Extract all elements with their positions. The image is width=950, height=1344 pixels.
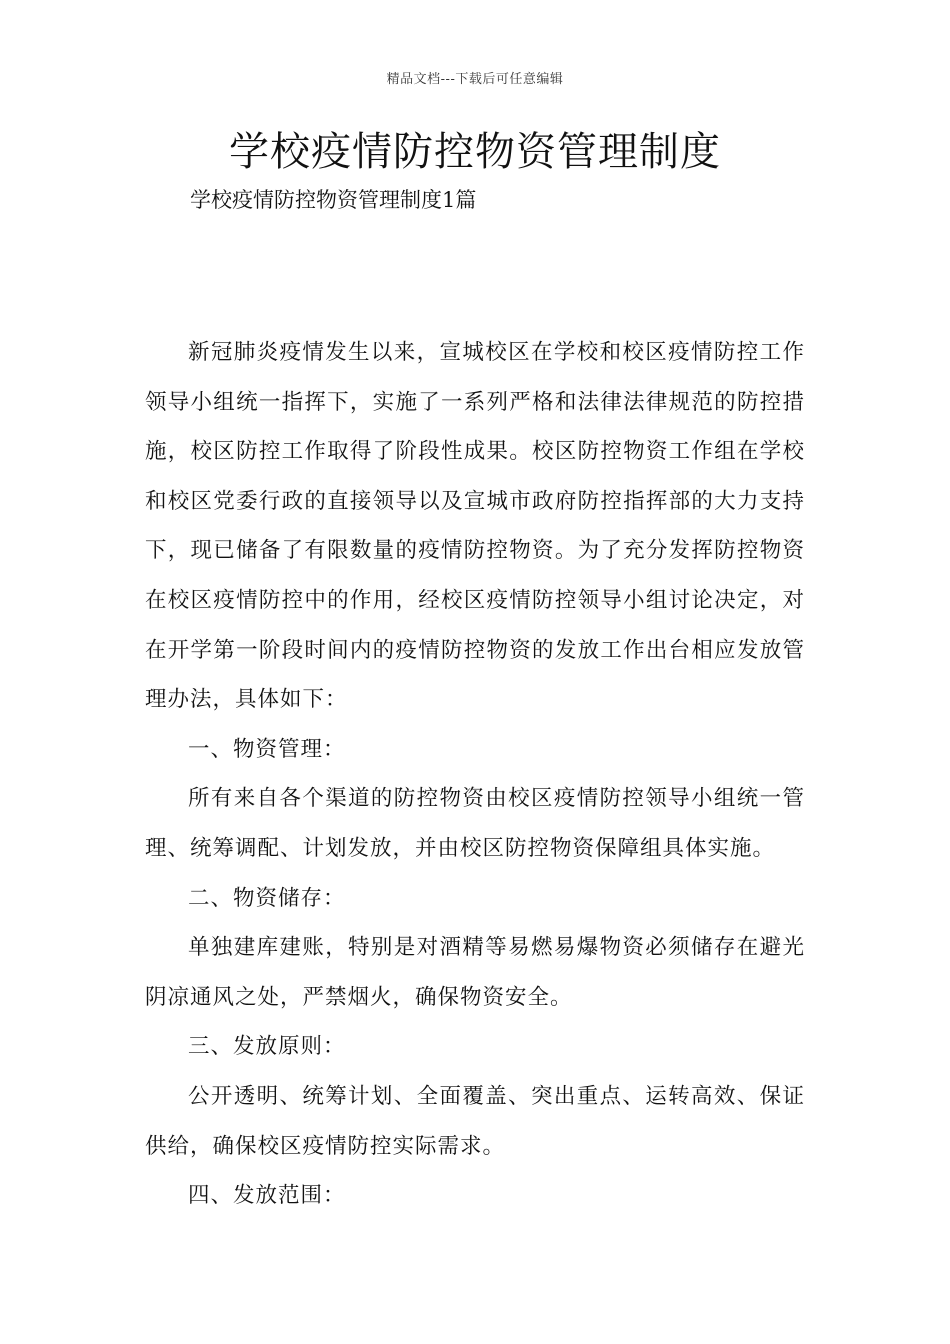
document-body [145, 328, 805, 1221]
document-subtitle: 学校疫情防控物资管理制度1篇 [190, 188, 477, 212]
section-heading-distribution-principles: 三、发放原则： [188, 1034, 346, 1060]
paragraph-material-management: 所有来自各个渠道的防控物资由校区疫情防控领导小组统一管理、统筹调配、计划发放，并由校区防控物资保障组具体实施。 [145, 786, 805, 861]
header-watermark: 精品文档---下载后可任意编辑 [386, 72, 564, 87]
paragraph-distribution-principles: 公开透明、统筹计划、全面覆盖、突出重点、运转高效、保证供给，确保校区疫情防控实际需求。 [145, 1083, 805, 1159]
intro-paragraph: 新冠肺炎疫情发生以来，宣城校区在学校和校区疫情防控工作领导小组统一指挥下，实施了一系列严格和法律法律规范的防控措施，校区防控工作取得了阶段性成果。校区防控物资工作组在学校和校区党委行政的直接领导以及宣城市政府防控指挥部的大力支持下，现已储备了有限数量的疫情防控物资。为了充分发挥防控物资在校区疫情防控中的作用，经校区疫情防控领导小组讨论决定，对在开学第一阶段时间内的疫情防控物资的发放工作出台相应发放管理办法，具体如下： [145, 340, 805, 713]
section-heading-material-management: 一、物资管理： [188, 736, 346, 762]
paragraph-material-storage: 单独建库建账，特别是对酒精等易燃易爆物资必须储存在避光阴凉通风之处，严禁烟火，确保物资安全。 [145, 935, 805, 1010]
section-heading-material-storage: 二、物资储存： [188, 885, 346, 911]
document-title: 学校疫情防控物资管理制度 [229, 129, 721, 175]
section-heading-distribution-scope: 四、发放范围： [188, 1183, 346, 1209]
